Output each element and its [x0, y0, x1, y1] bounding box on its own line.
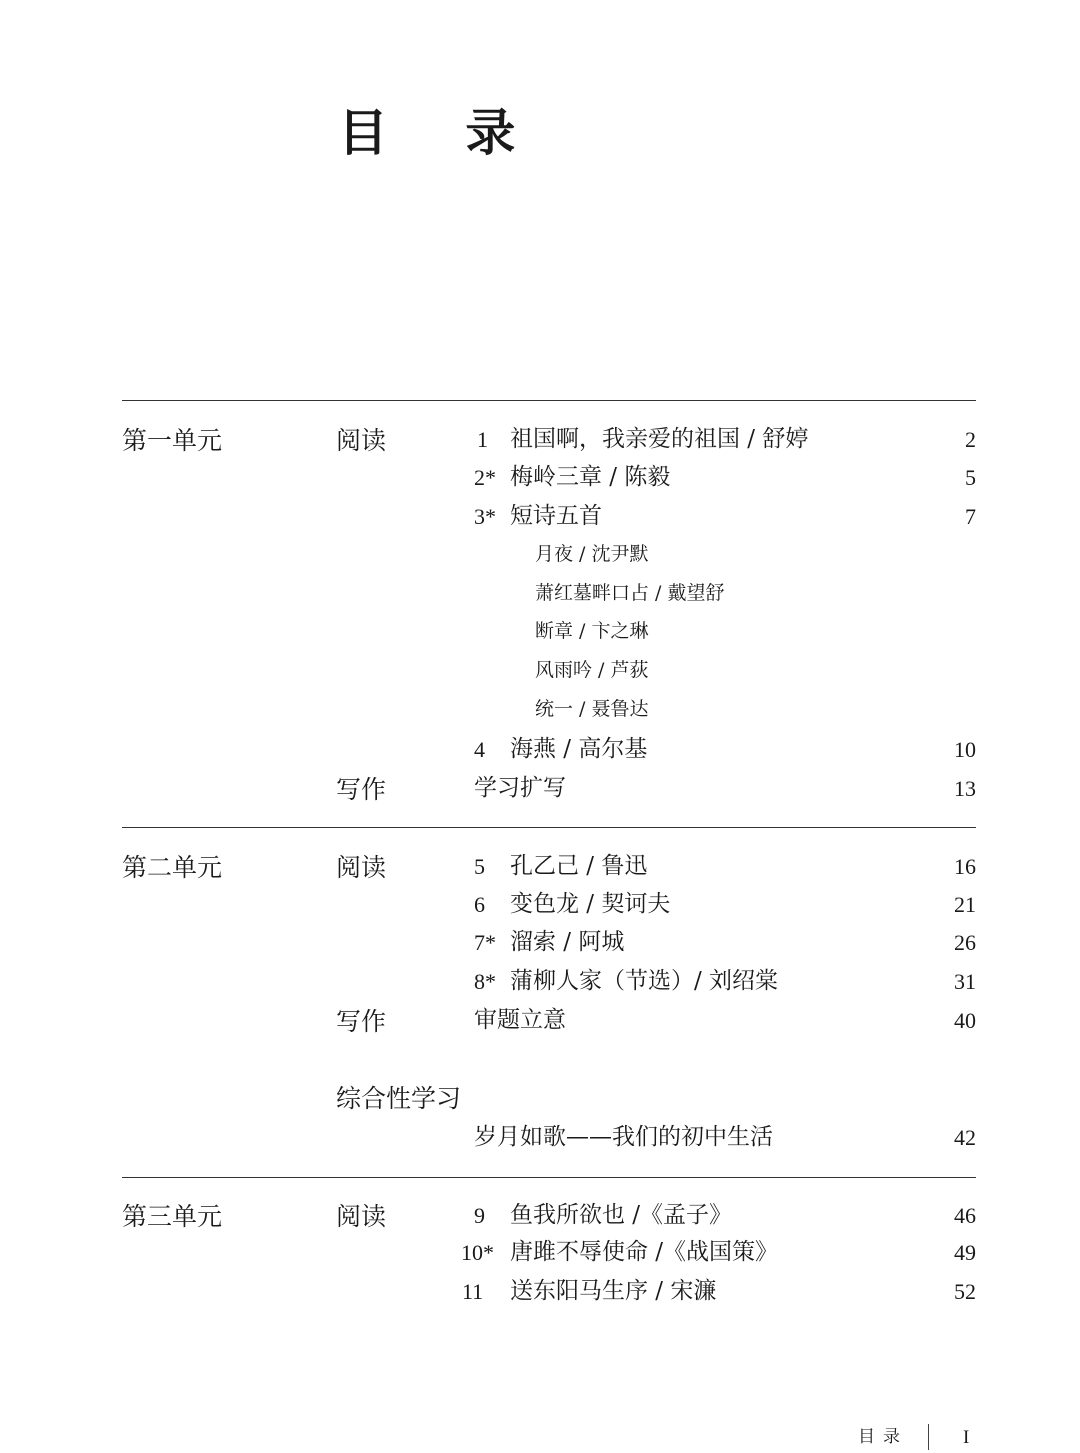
toc-sub-entry[interactable]: 月夜 / 沈尹默 [535, 543, 649, 565]
lesson-number: 5 [474, 854, 485, 879]
unit-divider [122, 400, 976, 401]
toc-page-number: 40 [954, 1008, 976, 1033]
toc-sub-entry[interactable]: 统一 / 聂鲁达 [535, 698, 649, 720]
toc-page-number: 26 [954, 930, 976, 955]
lesson-number: 3* [474, 504, 496, 529]
unit-divider [122, 1177, 976, 1178]
toc-entry-title[interactable]: 梅岭三章 / 陈毅 [510, 464, 671, 490]
lesson-number: 4 [474, 737, 485, 762]
unit-title: 第二单元 [122, 853, 223, 882]
page-title: 目 录 [338, 103, 546, 162]
lesson-number: 11 [462, 1279, 484, 1304]
toc-page-number: 31 [954, 969, 976, 994]
lesson-number: 8* [474, 969, 496, 994]
toc-page-number: 21 [954, 892, 976, 917]
lesson-number: 7* [474, 930, 496, 955]
toc-entry-title[interactable]: 短诗五首 [510, 503, 602, 529]
toc-entry-title[interactable]: 学习扩写 [474, 775, 566, 801]
section-label-writing: 写作 [336, 1007, 387, 1036]
section-label-reading: 阅读 [336, 1202, 387, 1231]
toc-page-number: 42 [954, 1125, 976, 1150]
toc-page-number: 10 [954, 737, 976, 762]
toc-page-number: 16 [954, 854, 976, 879]
lesson-number: 1 [477, 427, 488, 452]
footer-separator [928, 1424, 929, 1450]
section-label-reading: 阅读 [336, 853, 387, 882]
footer-running-head: 目录 [858, 1427, 908, 1447]
toc-sub-entry[interactable]: 萧红墓畔口占 / 戴望舒 [535, 582, 725, 604]
section-label-reading: 阅读 [336, 426, 387, 455]
toc-entry-title[interactable]: 溜索 / 阿城 [510, 929, 625, 955]
toc-page-number: 49 [954, 1240, 976, 1265]
toc-entry-title[interactable]: 审题立意 [474, 1007, 566, 1033]
toc-page-number: 2 [965, 427, 976, 452]
toc-page-number: 13 [954, 776, 976, 801]
unit-divider [122, 827, 976, 828]
toc-page-number: 46 [954, 1203, 976, 1228]
toc-entry-title[interactable]: 祖国啊，我亲爱的祖国 / 舒婷 [510, 426, 809, 452]
section-label-writing: 写作 [336, 775, 387, 804]
lesson-number: 10* [461, 1240, 494, 1265]
unit-title: 第三单元 [122, 1202, 223, 1231]
lesson-number: 6 [474, 892, 485, 917]
section-label-integrated-learning: 综合性学习 [336, 1084, 462, 1113]
toc-entry-title[interactable]: 唐雎不辱使命 /《战国策》 [510, 1239, 779, 1265]
footer-page-number: I [963, 1427, 970, 1448]
lesson-number: 9 [474, 1203, 485, 1228]
toc-entry-title[interactable]: 蒲柳人家（节选）/ 刘绍棠 [510, 968, 779, 994]
toc-page-number: 5 [965, 465, 976, 490]
toc-entry-title[interactable]: 海燕 / 高尔基 [510, 736, 648, 762]
toc-page-number: 52 [954, 1279, 976, 1304]
toc-sub-entry[interactable]: 风雨吟 / 芦荻 [535, 659, 649, 681]
toc-entry-title[interactable]: 岁月如歌——我们的初中生活 [474, 1124, 773, 1150]
unit-title: 第一单元 [122, 426, 223, 455]
toc-entry-title[interactable]: 孔乙己 / 鲁迅 [510, 853, 648, 879]
lesson-number: 2* [474, 465, 496, 490]
toc-page-number: 7 [965, 504, 976, 529]
toc-sub-entry[interactable]: 断章 / 卞之琳 [535, 620, 649, 642]
toc-entry-title[interactable]: 变色龙 / 契诃夫 [510, 891, 671, 917]
toc-entry-title[interactable]: 送东阳马生序 / 宋濂 [510, 1278, 717, 1304]
toc-entry-title[interactable]: 鱼我所欲也 /《孟子》 [510, 1202, 733, 1228]
